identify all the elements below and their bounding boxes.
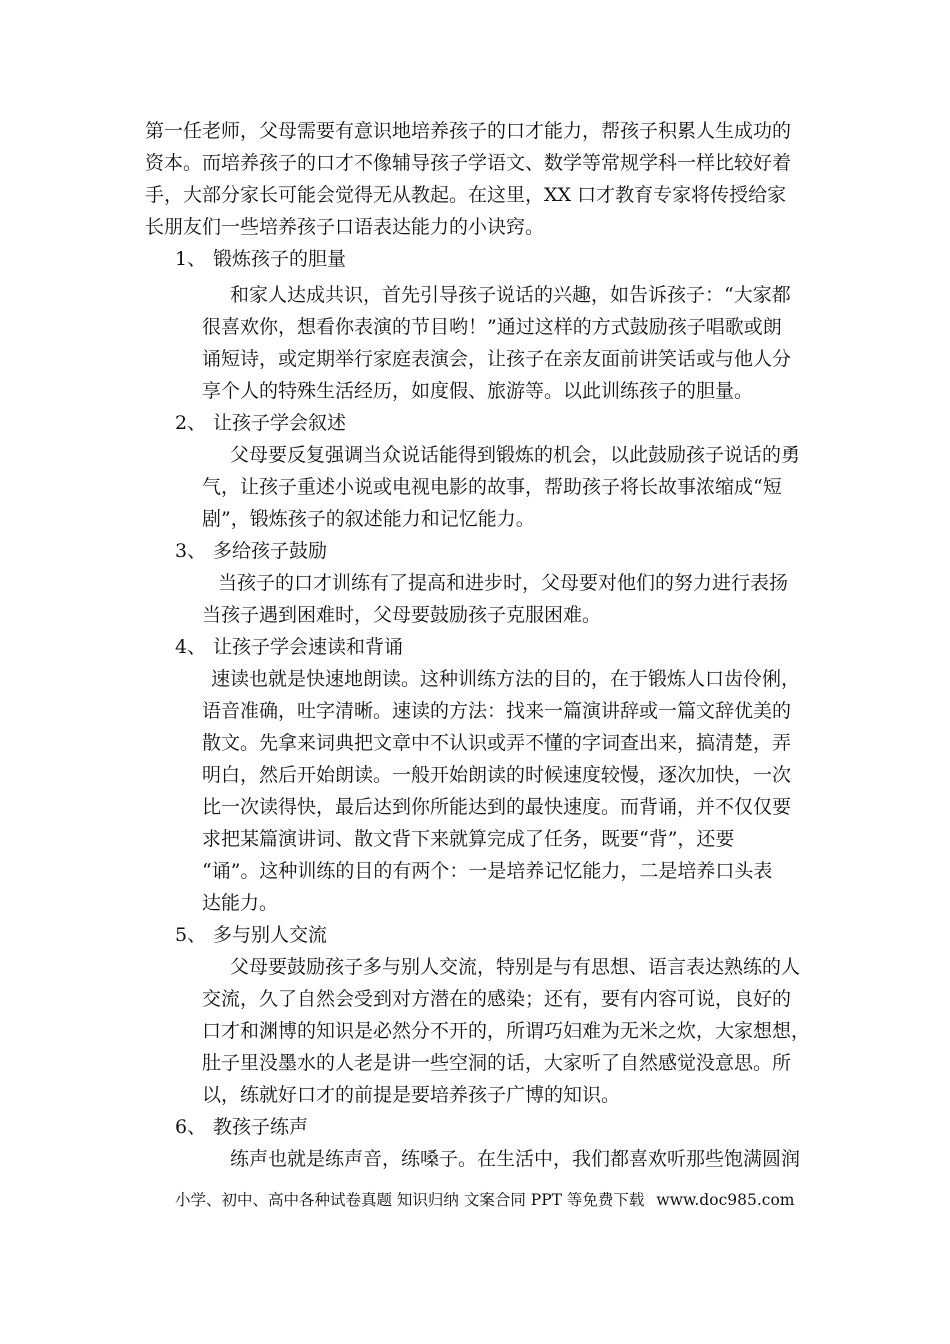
section-title: 多与别人交流 xyxy=(213,924,328,946)
footer-text: 小学、初中、高中各种试卷真题 知识归纳 文案合同 PPT 等免费下载 xyxy=(175,1191,645,1209)
section-heading xyxy=(175,919,327,951)
section-heading xyxy=(175,631,403,663)
body-line: 当孩子遇到困难时，父母要鼓励孩子克服困难。 xyxy=(202,604,602,626)
body-line: 享个人的特殊生活经历，如度假、旅游等。以此训练孩子的胆量。 xyxy=(202,380,754,402)
section-number: 4、 xyxy=(175,636,207,658)
body-line: 以，练就好口才的前提是要培养孩子广博的知识。 xyxy=(202,1084,621,1106)
footer-url[interactable]: www.doc985.com xyxy=(656,1191,795,1209)
section-heading xyxy=(175,1111,308,1143)
body-line: 父母要鼓励孩子多与别人交流，特别是与有思想、语言表达熟练的人 xyxy=(230,956,801,978)
body-line: 剧”，锻炼孩子的叙述能力和记忆能力。 xyxy=(202,508,535,530)
section-title: 教孩子练声 xyxy=(213,1116,309,1138)
intro-line: 手，大部分家长可能会觉得无从教起。在这里，XX 口才教育专家将传授给家 xyxy=(145,184,787,206)
section-title: 让孩子学会叙述 xyxy=(213,412,347,434)
body-line: 父母要反复强调当众说话能得到锻炼的机会，以此鼓励孩子说话的勇 xyxy=(230,444,801,466)
section-number: 2、 xyxy=(175,412,207,434)
page-footer xyxy=(175,1188,794,1212)
section-heading xyxy=(175,407,346,439)
section-heading xyxy=(175,243,346,275)
body-line: 口才和渊博的知识是必然分不开的，所谓巧妇难为无米之炊，大家想想， xyxy=(202,1020,811,1042)
intro-line: 长朋友们一些培养孩子口语表达能力的小诀窍。 xyxy=(145,216,545,238)
body-line: 散文。先拿来词典把文章中不认识或弄不懂的字词查出来，搞清楚，弄 xyxy=(202,732,792,754)
body-line: 肚子里没墨水的人老是讲一些空洞的话，大家听了自然感觉没意思。所 xyxy=(202,1052,792,1074)
section-title: 锻炼孩子的胆量 xyxy=(213,248,347,270)
body-line: 达能力。 xyxy=(202,892,279,914)
section-number: 5、 xyxy=(175,924,207,946)
section-title: 让孩子学会速读和背诵 xyxy=(213,636,404,658)
body-line: “诵”。这种训练的目的有两个：一是培养记忆能力，二是培养口头表 xyxy=(202,860,773,882)
body-line: 语音准确，吐字清晰。速读的方法：找来一篇演讲辞或一篇文辞优美的 xyxy=(202,700,792,722)
body-line: 比一次读得快，最后达到你所能达到的最快速度。而背诵，并不仅仅要 xyxy=(202,796,792,818)
body-line: 速读也就是快速地朗读。这种训练方法的目的，在于锻炼人口齿伶俐， xyxy=(211,668,801,690)
body-line: 气，让孩子重述小说或电视电影的故事，帮助孩子将长故事浓缩成“短 xyxy=(202,476,782,498)
body-line: 和家人达成共识，首先引导孩子说话的兴趣，如告诉孩子：“大家都 xyxy=(230,284,791,306)
body-line: 当孩子的口才训练有了提高和进步时，父母要对他们的努力进行表扬 xyxy=(218,572,789,594)
section-number: 3、 xyxy=(175,540,207,562)
section-heading xyxy=(175,535,327,567)
body-line: 明白，然后开始朗读。一般开始朗读的时候速度较慢，逐次加快，一次 xyxy=(202,764,792,786)
intro-line: 资本。而培养孩子的口才不像辅导孩子学语文、数学等常规学科一样比较好着 xyxy=(145,152,792,174)
section-title: 多给孩子鼓励 xyxy=(213,540,328,562)
body-line: 很喜欢你，想看你表演的节目哟！”通过这样的方式鼓励孩子唱歌或朗 xyxy=(202,316,782,338)
body-line: 求把某篇演讲词、散文背下来就算完成了任务，既要“背”，还要 xyxy=(202,828,735,850)
section-number: 1、 xyxy=(175,248,207,270)
section-number: 6、 xyxy=(175,1116,207,1138)
body-line: 诵短诗，或定期举行家庭表演会，让孩子在亲友面前讲笑话或与他人分 xyxy=(202,348,792,370)
body-line: 练声也就是练声音，练嗓子。在生活中，我们都喜欢听那些饱满圆润 xyxy=(230,1148,801,1170)
body-line: 交流，久了自然会受到对方潜在的感染；还有，要有内容可说，良好的 xyxy=(202,988,792,1010)
intro-line: 第一任老师，父母需要有意识地培养孩子的口才能力，帮孩子积累人生成功的 xyxy=(145,120,792,142)
